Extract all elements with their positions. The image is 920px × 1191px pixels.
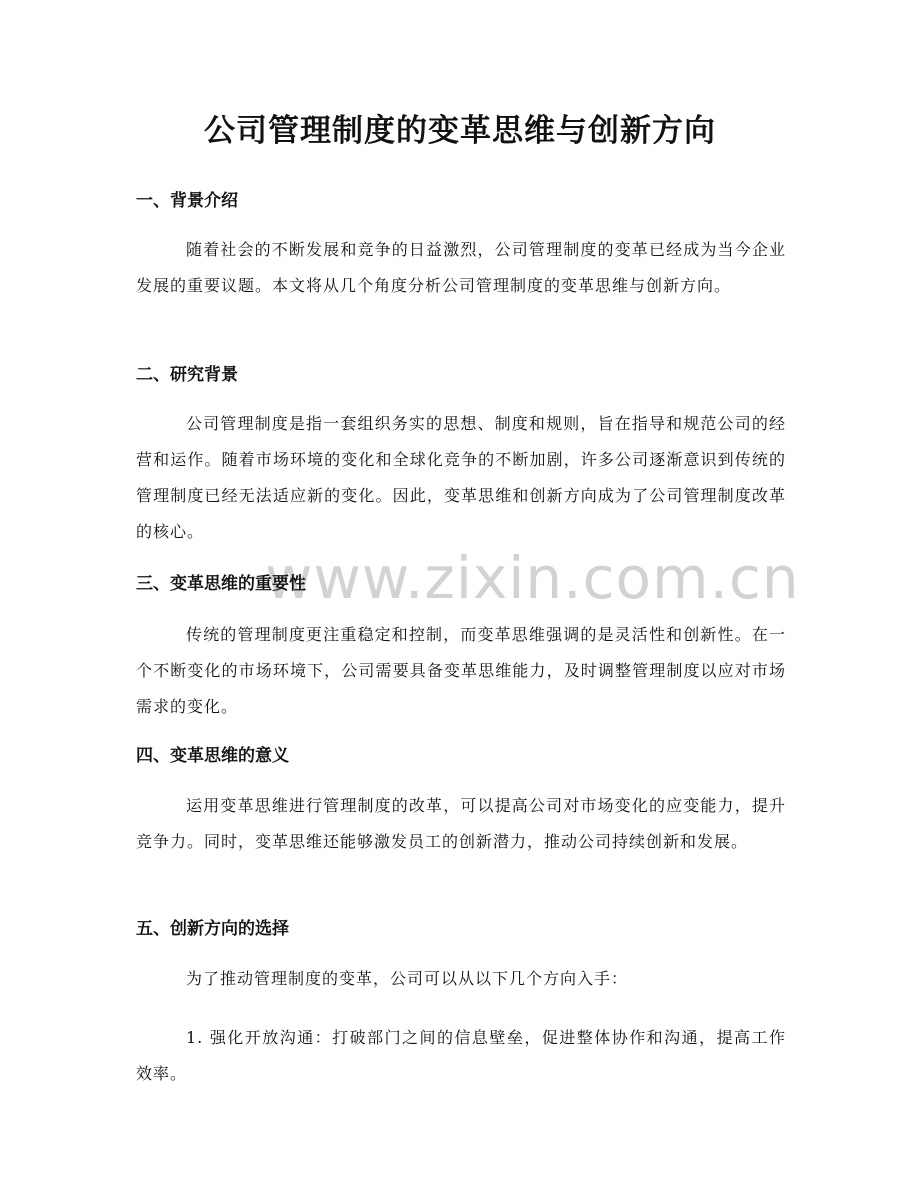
section-paragraph: 为了推动管理制度的变革，公司可以从以下几个方向入手： [186, 969, 629, 988]
section-paragraph: 随着社会的不断发展和竞争的日益激烈，公司管理制度的变革已经成为当今企业发展的重要议题。本文将从几个角度分析公司管理制度的变革思维与创新方向。 [136, 240, 786, 295]
document-title: 公司管理制度的变革思维与创新方向 [204, 113, 716, 149]
section-paragraph: 运用变革思维进行管理制度的改革，可以提高公司对市场变化的应变能力，提升竞争力。同时，变革思维还能够激发员工的创新潜力，推动公司持续创新和发展。 [136, 796, 786, 851]
section-paragraph: 传统的管理制度更注重稳定和控制，而变革思维强调的是灵活性和创新性。在一个不断变化的市场环境下，公司需要具备变革思维能力，及时调整管理制度以应对市场需求的变化。 [136, 625, 786, 716]
list-item: 1. 强化开放沟通：打破部门之间的信息壁垒，促进整体协作和沟通，提高工作效率。 [136, 1028, 786, 1083]
section-paragraph: 公司管理制度是指一套组织务实的思想、制度和规则，旨在指导和规范公司的经营和运作。随着市场环境的变化和全球化竞争的不断加剧，许多公司逐渐意识到传统的管理制度已经无法适应新的变化。因此，变革思维和创新方向成为了公司管理制度改革的核心。 [136, 414, 786, 541]
section-heading-importance: 三、变革思维的重要性 [136, 574, 306, 594]
section-heading-research: 二、研究背景 [136, 365, 238, 385]
watermark: www.zixin.com.cn [265, 544, 800, 612]
section-heading-background: 一、背景介绍 [136, 191, 238, 211]
section-heading-innovation: 五、创新方向的选择 [136, 919, 289, 939]
section-heading-significance: 四、变革思维的意义 [136, 746, 289, 766]
